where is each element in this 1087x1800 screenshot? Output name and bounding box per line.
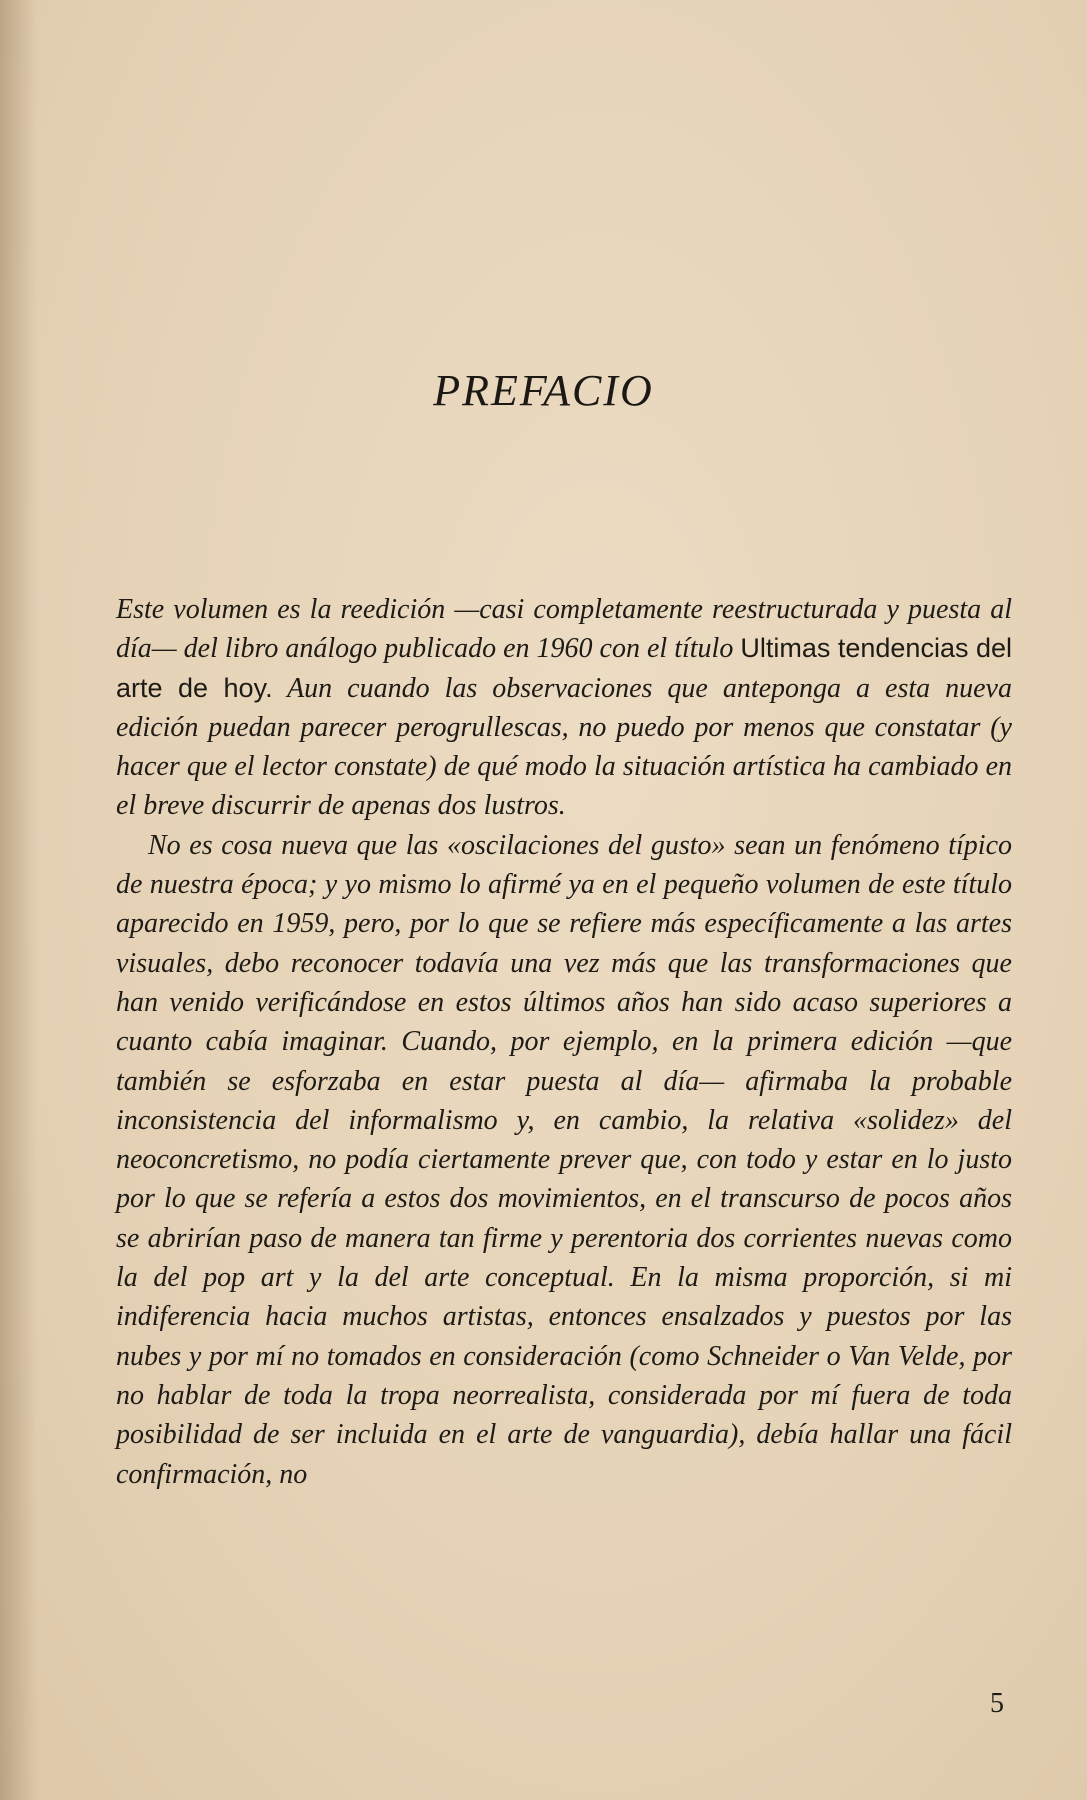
bleed-through-texture xyxy=(0,85,1087,125)
page-number: 5 xyxy=(990,1688,1004,1719)
paragraph-2: No es cosa nueva que las «oscilaciones del gusto» sean un fenómeno típico de nuestra época; y yo mismo lo afirmé ya en el pequeño volumen de este título aparecido en 1959, pero, por lo que se refiere más específicamente a las artes visuales, debo reconocer todavía una vez más que las transformaciones que han venido verificándose en estos últimos años han sido acaso superiores a cuanto cabía imaginar. Cuando, por ejemplo, en la primera edición —que también se esforzaba en estar puesta al día— afirmaba la probable inconsistencia del informalismo y, en cambio, la relativa «solidez» del neoconcretismo, no podía ciertamente prever que, con todo y estar en lo justo por lo que se refería a estos dos movimientos, en el transcurso de pocos años se abrirían paso de manera tan firme y perentoria dos corrientes nuevas como la del pop art y la del arte conceptual. En la misma proporción, si mi indiferencia hacia muchos artistas, entonces ensalzados y puestos por las nubes y por mí no tomados en consideración (como Schneider o Van Velde, por no hablar de toda la tropa neorrealista, considerada por mí fuera de toda posibilidad de ser incluida en el arte de vanguardia), debía hallar una fácil confirmación, no xyxy=(116,829,1012,1490)
paragraph-1-after: Aun cuando las observaciones que anteponga a esta nueva edición puedan parecer perogrullescas, no puedo por menos que constatar (y hacer que el lector constate) de qué modo la situación artística ha cambiado en el breve discurrir de apenas dos lustros. xyxy=(116,672,1012,822)
book-title: Ultimas tendencias del arte de hoy. xyxy=(116,633,1012,703)
paragraph-1 xyxy=(116,590,1012,826)
page-title: PREFACIO xyxy=(433,366,654,415)
paragraph-1-before: Este volumen es la reedición —casi completamente reestructurada y puesta al día— del libro análogo publicado en 1960 con el título xyxy=(116,594,1012,665)
body-text xyxy=(116,590,1012,1494)
